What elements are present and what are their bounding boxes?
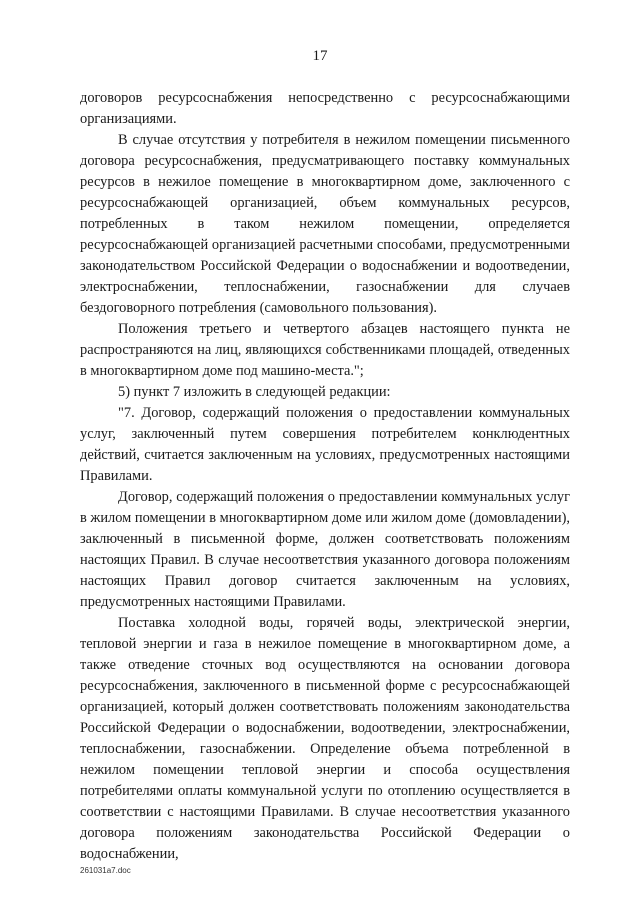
- paragraph-2: В случае отсутствия у потребителя в нежилом помещении письменного договора ресурсоснабжения, предусматривающего поставку коммунальных ресурсов в нежилое помещение в многоквартирном доме, заключенного с ресурсоснабжающей организацией, объем коммунальных ресурсов, потребленных в таком нежилом помещении, определяется ресурсоснабжающей организацией расчетными способами, предусмотренными законодательством Российской Федерации о водоснабжении и водоотведении, электроснабжении, теплоснабжении, газоснабжении для случаев бездоговорного потребления (самовольного пользования).: [80, 132, 570, 316]
- paragraph-6: Договор, содержащий положения о предоставлении коммунальных услуг в жилом помещении в многоквартирном доме или жилом доме (домовладении), заключенный в письменной форме, должен соответствовать положениям настоящих Правил. В случае несоответствия указанного договора положениям настоящих Правил договор считается заключенным на условиях, предусмотренных настоящими Правилами.: [80, 489, 570, 610]
- footer-filename: 261031a7.doc: [80, 866, 131, 875]
- paragraph-7: Поставка холодной воды, горячей воды, электрической энергии, тепловой энергии и газа в нежилое помещение в многоквартирном доме, а также отведение сточных вод осуществляются на основании договора ресурсоснабжения, заключенного в письменной форме с ресурсоснабжающей организацией, который должен соответствовать положениям законодательства Российской Федерации о водоснабжении, водоотведении, электроснабжении, теплоснабжении, газоснабжении. Определение объема потребленной в нежилом помещении тепловой энергии и способа осуществления потребителями оплаты коммунальной услуги по отоплению осуществляется в соответствии с настоящими Правилами. В случае несоответствия указанного договора положениям законодательства Российской Федерации о водоснабжении,: [80, 615, 570, 862]
- paragraph-3: Положения третьего и четвертого абзацев настоящего пункта не распространяются на лиц, являющихся собственниками площадей, отведенных в многоквартирном доме под машино-места.";: [80, 321, 570, 379]
- page-number: 17: [312, 48, 328, 64]
- paragraph-1: договоров ресурсоснабжения непосредственно с ресурсоснабжающими организациями.: [80, 90, 570, 127]
- document-body: [80, 88, 570, 865]
- paragraph-4: 5) пункт 7 изложить в следующей редакции:: [118, 384, 391, 400]
- paragraph-5: "7. Договор, содержащий положения о предоставлении коммунальных услуг, заключенный путем совершения потребителем конклюдентных действий, считается заключенным на условиях, предусмотренных настоящими Правилами.: [80, 405, 570, 484]
